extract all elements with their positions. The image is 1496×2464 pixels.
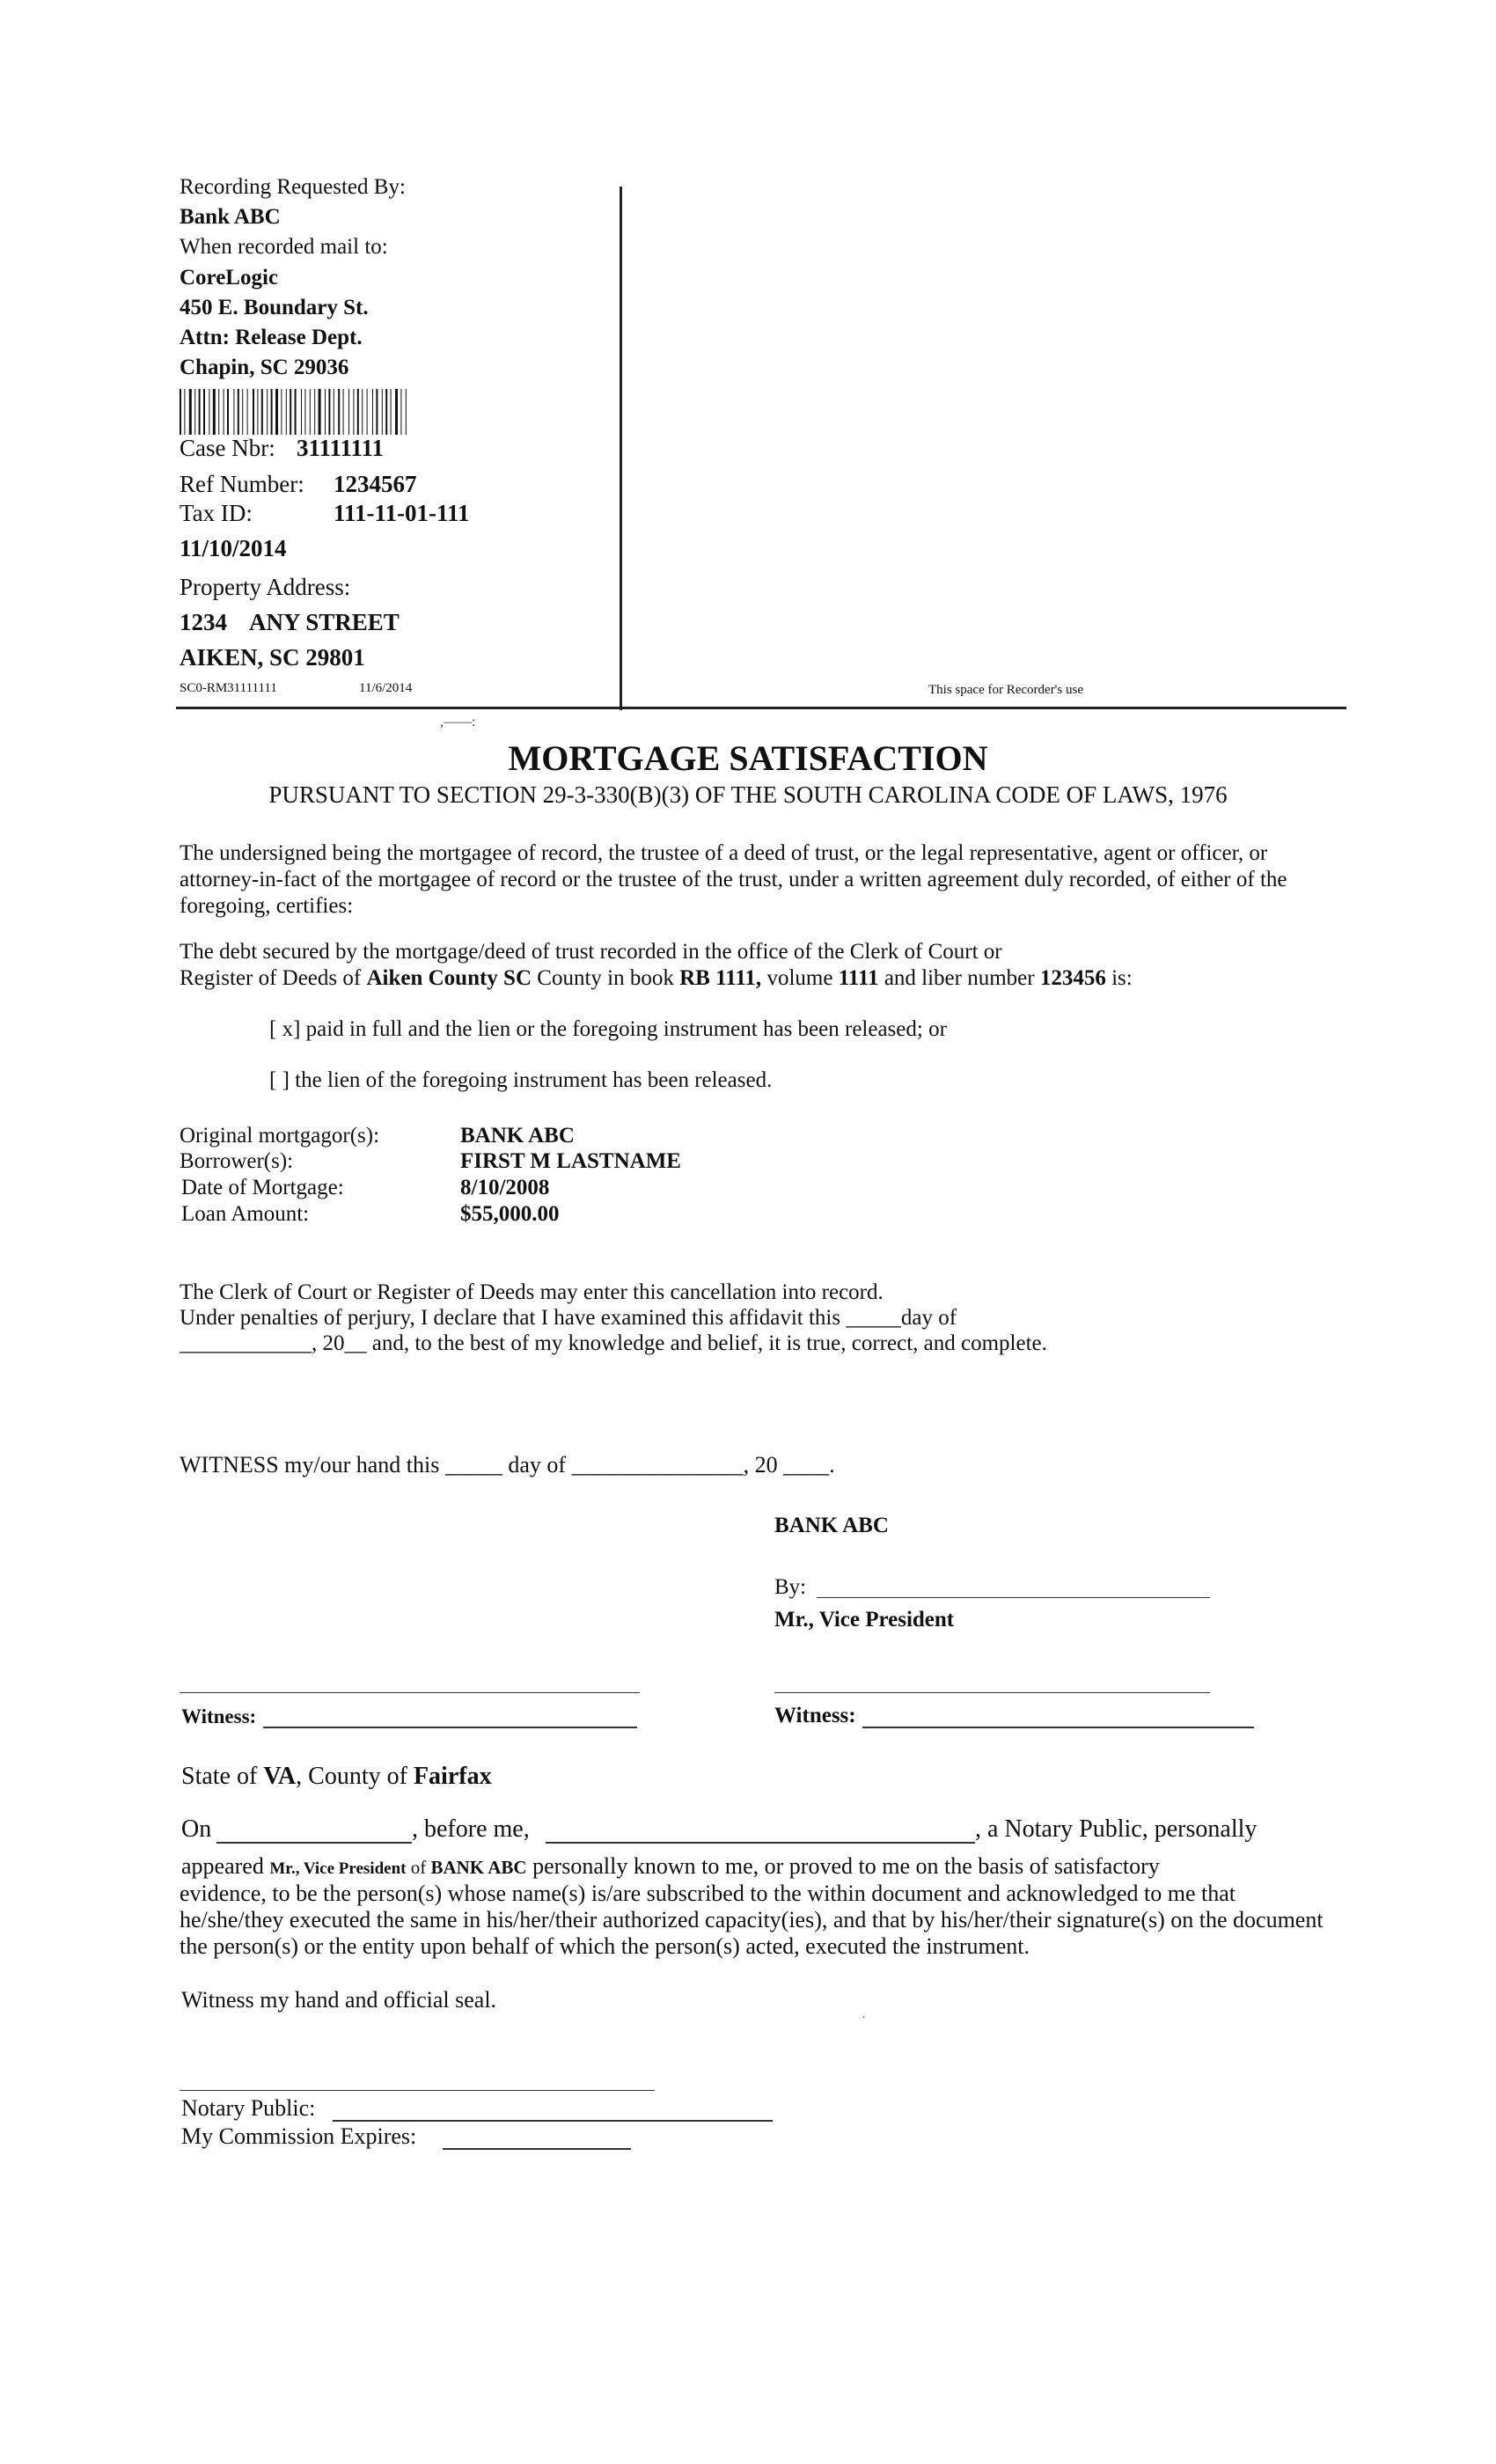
affidavit-line-3: ____________, 20__ and, to the best of my knowledge and belief, it is true, correct, and complete.	[180, 1331, 1047, 1355]
barcode-bar	[180, 389, 181, 435]
barcode-bar	[385, 389, 387, 435]
debt-book: RB 1111,	[679, 966, 762, 990]
barcode-bar	[281, 389, 282, 435]
witness-name-line-left[interactable]	[263, 1727, 637, 1728]
intro-paragraph: The undersigned being the mortgagee of record, the trustee of a deed of trust, or the legal representative, agent or officer, or attorney-in-fact of the mortgagee of record or the trustee of the trust, under a written agreement duly recorded, of either of the foregoing, certifies:	[180, 841, 1287, 918]
notary-signer: Mr., Vice President	[269, 1859, 407, 1878]
barcode-bar	[194, 389, 195, 435]
notary-on-label: On	[181, 1815, 212, 1843]
document-title: MORTGAGE SATISFACTION	[508, 738, 988, 778]
barcode-bar	[400, 389, 401, 435]
debt-liber: 123456	[1039, 966, 1106, 990]
barcode-bar	[319, 389, 321, 435]
witness-signature-line-left[interactable]	[180, 1692, 640, 1693]
header-horizontal-rule	[176, 707, 1346, 709]
mail-to-label: When recorded mail to:	[180, 235, 388, 259]
notary-public-line[interactable]	[333, 2120, 773, 2122]
affidavit-line-1: The Clerk of Court or Register of Deeds may enter this cancellation into record.	[180, 1280, 884, 1304]
commission-expires-line[interactable]	[443, 2148, 631, 2150]
affidavit-line-2: Under penalties of perjury, I declare that I have examined this affidavit this _____day of	[180, 1306, 957, 1330]
barcode-bar	[199, 389, 201, 435]
barcode-bar	[261, 389, 263, 435]
option-paid-in-full: [ x] paid in full and the lien or the foregoing instrument has been released; or	[269, 1017, 947, 1041]
scan-mark: ,——:	[440, 715, 476, 730]
debt-volume: 1111	[838, 966, 879, 990]
barcode-bar	[357, 389, 359, 435]
header-vertical-rule	[620, 187, 622, 710]
witness-hand-line: WITNESS my/our hand this _____ day of _______________, 20 ____.	[180, 1452, 835, 1478]
property-street: ANY STREET	[249, 609, 400, 635]
debt-line-1: The debt secured by the mortgage/deed of trust recorded in the office of the Clerk of Court or	[180, 940, 1002, 964]
ref-number: 1234567	[334, 471, 417, 497]
barcode-bar	[328, 389, 330, 435]
barcode-bar	[343, 389, 344, 435]
barcode-bar	[218, 389, 219, 435]
recording-requested-label: Recording Requested By:	[180, 175, 406, 199]
barcode-bar	[301, 389, 302, 435]
barcode-bar	[367, 389, 368, 435]
barcode-bar	[290, 389, 291, 435]
barcode-bar	[325, 389, 326, 435]
barcode-bar	[233, 389, 234, 435]
notary-date-line[interactable]	[216, 1842, 412, 1844]
mail-to-name: CoreLogic	[180, 266, 279, 290]
barcode-bar	[253, 389, 254, 435]
barcode-bar	[286, 389, 287, 435]
notary-public-label: Notary Public:	[181, 2095, 316, 2121]
barcode-bar	[314, 389, 315, 435]
case-label: Case Nbr:	[180, 435, 275, 461]
barcode-bar	[267, 389, 268, 435]
barcode-bar	[372, 389, 373, 435]
witness-signature-line-right[interactable]	[774, 1692, 1210, 1693]
document-subtitle: PURSUANT TO SECTION 29-3-330(B)(3) OF THE SOUTH CAROLINA CODE OF LAWS, 1976	[268, 781, 1228, 808]
notary-paragraph: evidence, to be the person(s) whose name(s) is/are subscribed to the within document and acknowledged to me that he/she/they executed the same in his/her/their authorized capacity(ies), and that by his/her/their signature(s) on the document the person(s) or the entity upon behalf of which the person(s) acted, executed the instrument.	[180, 1881, 1324, 1959]
barcode-bar	[338, 389, 340, 435]
footer-date: 11/6/2014	[359, 681, 413, 695]
barcode-bar	[189, 389, 192, 435]
notary-public-personally: , a Notary Public, personally	[975, 1815, 1258, 1843]
detail-value-borrower: FIRST M LASTNAME	[460, 1149, 681, 1173]
detail-value-date: 8/10/2008	[460, 1176, 550, 1199]
barcode-bar	[362, 389, 363, 435]
barcode-bar	[406, 389, 407, 435]
barcode-bar	[391, 389, 392, 435]
detail-label-borrower: Borrower(s):	[180, 1149, 294, 1173]
ref-label: Ref Number:	[180, 471, 304, 497]
mail-to-address: 450 E. Boundary St.	[180, 296, 369, 319]
speck-mark: .	[862, 2008, 865, 2020]
notary-seal-text: Witness my hand and official seal.	[181, 1987, 497, 2013]
notary-before-me: , before me,	[412, 1815, 530, 1843]
by-label: By:	[774, 1575, 807, 1599]
barcode-bar	[203, 389, 205, 435]
notary-appeared-line: appeared Mr., Vice President of BANK ABC personally known to me, or proved to me on the basis of satisfactory	[181, 1853, 1160, 1879]
barcode-bar	[257, 389, 258, 435]
debt-county: Aiken County SC	[366, 966, 532, 990]
signer-title: Mr., Vice President	[774, 1608, 955, 1632]
detail-label-date: Date of Mortgage:	[181, 1176, 344, 1199]
barcode-bar	[213, 389, 216, 435]
barcode-bar	[376, 389, 378, 435]
barcode-bar	[295, 389, 297, 435]
barcode	[180, 389, 475, 435]
tax-id-label: Tax ID:	[180, 500, 253, 526]
barcode-bar	[304, 389, 305, 435]
mail-to-city: Chapin, SC 29036	[180, 356, 349, 379]
signature-line-by[interactable]	[817, 1597, 1210, 1598]
notary-bank: BANK ABC	[430, 1857, 527, 1878]
detail-value-loan: $55,000.00	[460, 1202, 560, 1226]
barcode-bar	[310, 389, 311, 435]
barcode-bar	[395, 389, 398, 435]
tax-id: 111-11-01-111	[334, 500, 470, 526]
detail-label-loan: Loan Amount:	[181, 1202, 310, 1226]
header-date: 11/10/2014	[180, 535, 287, 561]
barcode-bar	[348, 389, 349, 435]
barcode-bar	[238, 389, 239, 435]
property-city: AIKEN, SC 29801	[180, 644, 365, 671]
barcode-bar	[382, 389, 383, 435]
barcode-bar	[242, 389, 243, 435]
barcode-bar	[275, 389, 278, 435]
witness-label-right: Witness:	[774, 1704, 856, 1727]
notary-county: Fairfax	[413, 1763, 492, 1790]
notary-state-county: State of VA, County of Fairfax	[181, 1763, 492, 1790]
notary-signature-line[interactable]	[180, 2090, 655, 2091]
detail-value-mortgagor: BANK ABC	[460, 1124, 575, 1148]
case-number: 31111111	[297, 435, 385, 461]
barcode-bar	[353, 389, 354, 435]
recorder-space-label: This space for Recorder's use	[928, 683, 1083, 697]
witness-bank-name: BANK ABC	[774, 1514, 889, 1537]
property-address-label: Property Address:	[180, 574, 351, 600]
barcode-bar	[247, 389, 248, 435]
footer-code: SC0-RM31111111	[180, 681, 277, 695]
witness-name-line-right[interactable]	[862, 1727, 1254, 1728]
property-street-number: 1234	[180, 609, 227, 635]
commission-expires-label: My Commission Expires:	[181, 2123, 417, 2149]
barcode-bar	[184, 389, 185, 435]
barcode-bar	[271, 389, 273, 435]
barcode-bar	[227, 389, 229, 435]
notary-name-line[interactable]	[546, 1842, 975, 1844]
option-lien-released: [ ] the lien of the foregoing instrument has been released.	[269, 1068, 773, 1092]
debt-line-2: Register of Deeds of Aiken County SC County in book RB 1111, volume 1111 and liber number 123456 is:	[180, 966, 1133, 990]
detail-label-mortgagor: Original mortgagor(s):	[180, 1124, 380, 1148]
requested-by-name: Bank ABC	[180, 205, 281, 229]
witness-label-left: Witness:	[181, 1705, 257, 1727]
notary-state: VA	[263, 1763, 297, 1790]
mail-to-attn: Attn: Release Dept.	[180, 326, 363, 349]
